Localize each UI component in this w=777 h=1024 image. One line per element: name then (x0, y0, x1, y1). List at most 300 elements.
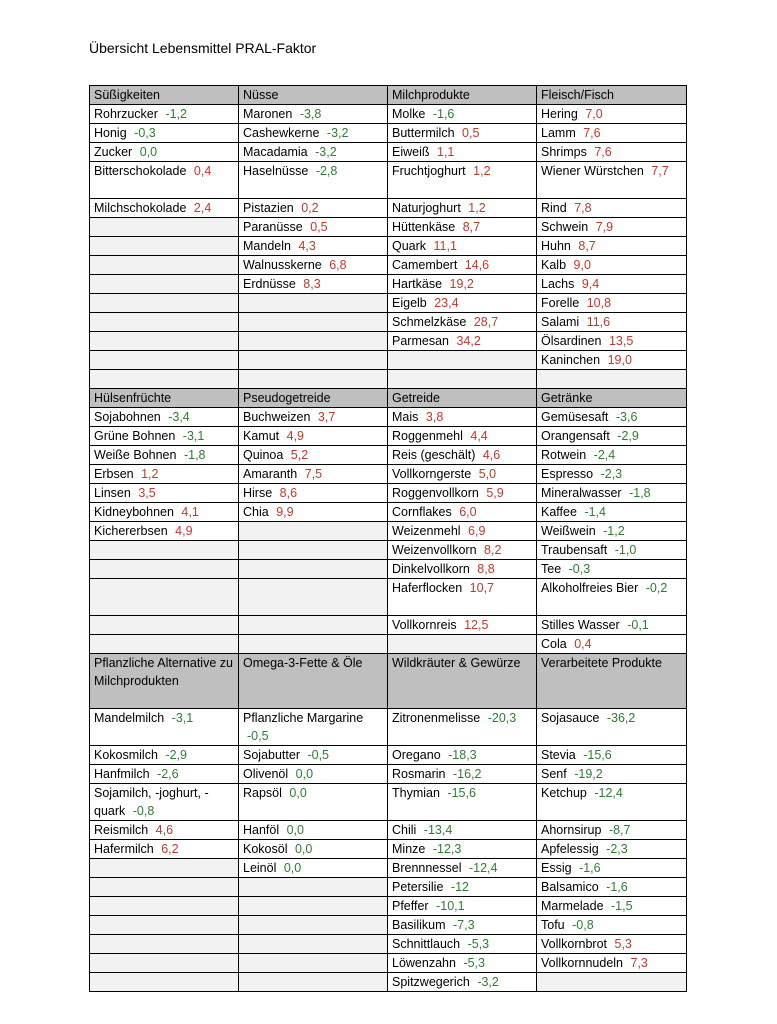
food-name: Wiener Würstchen (541, 164, 644, 178)
food-cell-erbsen (90, 465, 239, 484)
empty-cell (388, 370, 537, 389)
food-name: Mandelmilch (94, 711, 165, 725)
food-cell-mais (388, 408, 537, 427)
food-name: Weizenvollkorn (392, 543, 477, 557)
column-header-getranke: Getränke (537, 389, 687, 408)
pral-value: -18,3 (448, 748, 477, 762)
food-cell-minze (388, 840, 537, 859)
pral-value: -3,2 (477, 975, 499, 989)
pral-value: 5,3 (614, 937, 632, 951)
food-cell-dinkelvollkorn (388, 560, 537, 579)
pral-value: 1,2 (468, 201, 486, 215)
pral-value: -0,3 (568, 562, 591, 576)
empty-cell (239, 294, 388, 313)
column-header-milchprodukte: Milchprodukte (388, 86, 537, 105)
column-header-fleisch-fisch: Fleisch/Fisch (537, 86, 687, 105)
food-name: Lachs (541, 277, 575, 291)
food-name: Weiße Bohnen (94, 448, 177, 462)
food-cell-linsen (90, 484, 239, 503)
empty-cell (239, 313, 388, 332)
empty-cell (90, 313, 239, 332)
food-name: Lamm (541, 126, 576, 140)
food-name: Hanfmilch (94, 767, 150, 781)
pral-value: 7,3 (630, 956, 648, 970)
food-cell-walnusskerne (239, 256, 388, 275)
pral-value: 10,7 (469, 581, 495, 595)
food-name: Kamut (243, 429, 280, 443)
food-cell-kichererbsen (90, 522, 239, 541)
food-cell-ketchup (537, 784, 687, 821)
table-row (90, 294, 687, 313)
empty-cell (239, 522, 388, 541)
table-row (90, 503, 687, 522)
pral-value: -3,2 (315, 145, 337, 159)
food-name: Olivenöl (243, 767, 289, 781)
pral-value: 5,2 (290, 448, 309, 462)
food-cell-cola (537, 635, 687, 654)
food-name: Mais (392, 410, 419, 424)
food-cell-vollkornbrot (537, 935, 687, 954)
pral-value: 6,9 (468, 524, 486, 538)
food-cell-milchschokolade (90, 199, 239, 218)
food-name: Spitzwegerich (392, 975, 470, 989)
table-row (90, 484, 687, 503)
pral-value: 19,0 (607, 353, 632, 367)
table-row (90, 408, 687, 427)
pral-value: -12 (450, 880, 469, 894)
food-name: Brennnessel (392, 861, 462, 875)
food-cell-mandeln (239, 237, 388, 256)
pral-value: -16,2 (452, 767, 482, 781)
table-row (90, 351, 687, 370)
food-cell-chili (388, 821, 537, 840)
food-cell-rosmarin (388, 765, 537, 784)
food-cell-bitterschokolade (90, 162, 239, 199)
food-cell-basilikum (388, 916, 537, 935)
food-cell-pflanzliche-margarine (239, 709, 388, 746)
food-name: Leinöl (243, 861, 277, 875)
food-name: Haferflocken (392, 581, 463, 595)
food-cell-haferflocken (388, 579, 537, 616)
table-row (90, 784, 687, 821)
pral-value: -3,1 (182, 429, 205, 443)
food-name: Weißwein (541, 524, 596, 538)
food-name: Molke (392, 107, 426, 121)
food-name: Erbsen (94, 467, 134, 481)
food-name: Kokosmilch (94, 748, 158, 762)
food-cell-vollkornnudeln (537, 954, 687, 973)
food-cell-reismilch (90, 821, 239, 840)
food-name: Hanföl (243, 823, 280, 837)
empty-cell (90, 294, 239, 313)
food-cell-gemusesaft (537, 408, 687, 427)
empty-cell (90, 859, 239, 878)
pral-value: 0,0 (294, 842, 313, 856)
food-cell-rohrzucker (90, 105, 239, 124)
food-name: Mandeln (243, 239, 291, 253)
column-header-wildkrauter-gewurze: Wildkräuter & Gewürze (388, 654, 537, 709)
food-name: Stilles Wasser (541, 618, 620, 632)
table-row (90, 635, 687, 654)
food-name: Maronen (243, 107, 293, 121)
food-cell-forelle (537, 294, 687, 313)
pral-value: 0,4 (193, 164, 212, 178)
pral-value: 12,5 (464, 618, 489, 632)
pral-value: 8,6 (279, 486, 298, 500)
table-row (90, 746, 687, 765)
food-name: Kalb (541, 258, 567, 272)
food-cell-hartkase (388, 275, 537, 294)
food-name: Huhn (541, 239, 571, 253)
pral-value: 23,4 (434, 296, 459, 310)
empty-cell (239, 954, 388, 973)
empty-cell (90, 897, 239, 916)
food-cell-eigelb (388, 294, 537, 313)
table-row (90, 916, 687, 935)
food-cell-senf (537, 765, 687, 784)
empty-cell (90, 332, 239, 351)
pral-value: -1,6 (432, 107, 455, 121)
pral-value: 4,4 (470, 429, 488, 443)
food-cell-quark (388, 237, 537, 256)
pral-value: 7,8 (574, 201, 592, 215)
empty-cell (90, 275, 239, 294)
empty-cell (90, 541, 239, 560)
food-name: Petersilie (392, 880, 444, 894)
food-name: Ketchup (541, 786, 587, 800)
pral-value: 0,4 (574, 637, 592, 651)
pral-value: -1,6 (606, 880, 628, 894)
pral-value: 1,2 (141, 467, 159, 481)
food-name: Tee (541, 562, 562, 576)
pral-value: 0,5 (462, 126, 480, 140)
food-cell-grune-bohnen (90, 427, 239, 446)
food-cell-espresso (537, 465, 687, 484)
food-name: Zucker (94, 145, 133, 159)
food-cell-weizenmehl (388, 522, 537, 541)
food-cell-vollkorngerste (388, 465, 537, 484)
food-cell-haselnusse (239, 162, 388, 199)
pral-value: 7,6 (594, 145, 612, 159)
food-cell-brennnessel (388, 859, 537, 878)
food-cell-sojasauce (537, 709, 687, 746)
pral-value: 4,1 (181, 505, 199, 519)
empty-cell (90, 878, 239, 897)
food-cell-wiener-wurstchen (537, 162, 687, 199)
page-title: Übersicht Lebensmittel PRAL-Faktor (89, 40, 317, 56)
food-name: Camembert (392, 258, 458, 272)
food-cell-camembert (388, 256, 537, 275)
food-name: Quinoa (243, 448, 284, 462)
food-name: Sojabutter (243, 748, 300, 762)
pral-value: 5,0 (478, 467, 497, 481)
food-cell-roggenvollkorn (388, 484, 537, 503)
food-cell-erdnusse (239, 275, 388, 294)
food-cell-weisse-bohnen (90, 446, 239, 465)
food-cell-kokosmilch (90, 746, 239, 765)
pral-value: -3,1 (171, 711, 194, 725)
pral-value: 1,2 (473, 164, 491, 178)
pral-value: 6,8 (329, 258, 347, 272)
table-row (90, 765, 687, 784)
table-row (90, 218, 687, 237)
food-cell-shrimps (537, 143, 687, 162)
pral-value: -3,4 (168, 410, 190, 424)
food-cell-kamut (239, 427, 388, 446)
pral-value: -1,4 (584, 505, 606, 519)
food-name: Hering (541, 107, 578, 121)
table-row (90, 541, 687, 560)
food-name: Löwenzahn (392, 956, 456, 970)
food-cell-maronen (239, 105, 388, 124)
section-header-row (90, 389, 687, 408)
table-row (90, 162, 687, 199)
food-name: Milchschokolade (94, 201, 187, 215)
food-name: Hartkäse (392, 277, 443, 291)
table-row (90, 522, 687, 541)
food-cell-hirse (239, 484, 388, 503)
food-name: Dinkelvollkorn (392, 562, 470, 576)
pral-value: -1,6 (579, 861, 601, 875)
food-cell-macadamia (239, 143, 388, 162)
empty-cell (90, 256, 239, 275)
empty-cell (239, 916, 388, 935)
pral-value: -0,2 (645, 581, 668, 595)
food-name: Mineralwasser (541, 486, 622, 500)
pral-value: -2,8 (315, 164, 338, 178)
pral-value: 7,6 (583, 126, 601, 140)
food-name: Naturjoghurt (392, 201, 461, 215)
food-cell-oregano (388, 746, 537, 765)
table-row (90, 465, 687, 484)
pral-value: -10,1 (436, 899, 465, 913)
table-row (90, 256, 687, 275)
food-cell-fruchtjoghurt (388, 162, 537, 199)
food-name: Hafermilch (94, 842, 154, 856)
pral-value: -36,2 (606, 711, 636, 725)
food-cell-stilles-wasser (537, 616, 687, 635)
food-cell-sojabutter (239, 746, 388, 765)
food-name: Rapsöl (243, 786, 282, 800)
food-cell-kalb (537, 256, 687, 275)
food-name: Rosmarin (392, 767, 446, 781)
pral-value: 34,2 (456, 334, 481, 348)
empty-cell (239, 541, 388, 560)
pral-value: 9,0 (573, 258, 591, 272)
food-name: Gemüsesaft (541, 410, 609, 424)
food-cell-huttenkase (388, 218, 537, 237)
empty-cell (537, 370, 687, 389)
food-cell-stevia (537, 746, 687, 765)
empty-cell (90, 916, 239, 935)
food-cell-olivenol (239, 765, 388, 784)
food-name: Basilikum (392, 918, 446, 932)
table-row (90, 560, 687, 579)
table-row (90, 954, 687, 973)
pral-value: -1,8 (183, 448, 206, 462)
pral-value: 11,1 (433, 239, 457, 253)
empty-cell (239, 935, 388, 954)
pral-value: -19,2 (574, 767, 603, 781)
pral-value: -3,8 (299, 107, 322, 121)
food-name: Pistazien (243, 201, 294, 215)
food-cell-kaffee (537, 503, 687, 522)
pral-value: 3,8 (425, 410, 444, 424)
pral-value: -1,5 (611, 899, 633, 913)
food-cell-weizenvollkorn (388, 541, 537, 560)
food-name: Erdnüsse (243, 277, 296, 291)
pral-value: 14,6 (464, 258, 490, 272)
pral-value: -1,2 (165, 107, 187, 121)
food-cell-vollkornreis (388, 616, 537, 635)
pral-value: 19,2 (449, 277, 474, 291)
pral-value: -1,2 (603, 524, 625, 538)
food-cell-lowenzahn (388, 954, 537, 973)
food-cell-cornflakes (388, 503, 537, 522)
empty-cell (239, 897, 388, 916)
empty-cell (239, 635, 388, 654)
food-cell-lamm (537, 124, 687, 143)
food-cell-reis-geschalt (388, 446, 537, 465)
table-row (90, 313, 687, 332)
food-cell-leinol (239, 859, 388, 878)
food-name: Cornflakes (392, 505, 452, 519)
food-cell-rapsol (239, 784, 388, 821)
food-name: Hirse (243, 486, 273, 500)
empty-cell (239, 973, 388, 992)
food-cell-schnittlauch (388, 935, 537, 954)
food-name: Roggenvollkorn (392, 486, 479, 500)
food-name: Pfeffer (392, 899, 429, 913)
pral-value: -2,9 (617, 429, 639, 443)
empty-cell (239, 878, 388, 897)
pral-value: -5,3 (463, 956, 485, 970)
food-cell-apfelessig (537, 840, 687, 859)
column-header-verarbeitete-produkte: Verarbeitete Produkte (537, 654, 687, 709)
food-name: Roggenmehl (392, 429, 463, 443)
food-cell-chia (239, 503, 388, 522)
empty-cell (90, 351, 239, 370)
food-name: Espresso (541, 467, 594, 481)
food-name: Paranüsse (243, 220, 303, 234)
pral-value: 4,9 (286, 429, 305, 443)
table-row (90, 332, 687, 351)
pral-value: 8,7 (578, 239, 596, 253)
food-cell-parmesan (388, 332, 537, 351)
table-row (90, 237, 687, 256)
table-row (90, 709, 687, 746)
food-name: Walnusskerne (243, 258, 322, 272)
pral-value: -2,9 (165, 748, 187, 762)
food-cell-molke (388, 105, 537, 124)
food-cell-roggenmehl (388, 427, 537, 446)
empty-cell (537, 973, 687, 992)
pral-value: 9,4 (581, 277, 600, 291)
food-cell-sojabohnen (90, 408, 239, 427)
pral-value: -2,3 (600, 467, 623, 481)
empty-cell (239, 616, 388, 635)
food-name: Traubensaft (541, 543, 608, 557)
food-name: Orangensaft (541, 429, 610, 443)
pral-value: -1,8 (629, 486, 651, 500)
table-row (90, 579, 687, 616)
empty-cell (90, 935, 239, 954)
food-cell-ahornsirup (537, 821, 687, 840)
food-cell-pistazien (239, 199, 388, 218)
pral-value: -7,3 (452, 918, 475, 932)
empty-cell (90, 218, 239, 237)
empty-cell (388, 635, 537, 654)
food-name: Vollkornreis (392, 618, 457, 632)
food-cell-mineralwasser (537, 484, 687, 503)
food-name: Cola (541, 637, 567, 651)
food-cell-zitronenmelisse (388, 709, 537, 746)
food-cell-alkoholfreies-bier (537, 579, 687, 616)
food-cell-lachs (537, 275, 687, 294)
food-name: Vollkornnudeln (541, 956, 624, 970)
pral-value: -0,1 (627, 618, 649, 632)
food-cell-marmelade (537, 897, 687, 916)
table-row (90, 859, 687, 878)
food-cell-buttermilch (388, 124, 537, 143)
pral-value: -12,4 (594, 786, 623, 800)
food-cell-zucker (90, 143, 239, 162)
food-cell-huhn (537, 237, 687, 256)
column-header-omega-3-fette-ole: Omega-3-Fette & Öle (239, 654, 388, 709)
food-cell-buchweizen (239, 408, 388, 427)
pral-value: -12,4 (468, 861, 498, 875)
pral-value: -20,3 (487, 711, 517, 725)
food-name: Shrimps (541, 145, 587, 159)
pral-value: 0,2 (301, 201, 319, 215)
food-name: Hüttenkäse (392, 220, 456, 234)
food-cell-olsardinen (537, 332, 687, 351)
food-name: Sojamilch, -joghurt, -quark (94, 786, 209, 818)
empty-cell (90, 370, 239, 389)
pral-value: -13,4 (423, 823, 453, 837)
empty-cell (239, 351, 388, 370)
food-name: Eiweiß (392, 145, 430, 159)
empty-cell (90, 635, 239, 654)
food-name: Schwein (541, 220, 589, 234)
food-cell-petersilie (388, 878, 537, 897)
table-row (90, 427, 687, 446)
pral-value: -0,8 (132, 804, 155, 818)
table-row (90, 143, 687, 162)
pral-value: -2,6 (157, 767, 179, 781)
food-name: Salami (541, 315, 580, 329)
food-name: Fruchtjoghurt (392, 164, 466, 178)
pral-value: 8,7 (462, 220, 481, 234)
food-name: Ahornsirup (541, 823, 602, 837)
pral-value: 8,2 (484, 543, 502, 557)
table-row (90, 275, 687, 294)
food-name: Haselnüsse (243, 164, 309, 178)
food-cell-amaranth (239, 465, 388, 484)
pral-value: -8,7 (608, 823, 631, 837)
food-name: Minze (392, 842, 426, 856)
food-cell-hanfol (239, 821, 388, 840)
food-name: Weizenmehl (392, 524, 461, 538)
pral-value: -3,2 (326, 126, 349, 140)
table-row (90, 105, 687, 124)
pral-value: 4,6 (482, 448, 501, 462)
food-cell-schwein (537, 218, 687, 237)
column-header-sussigkeiten: Süßigkeiten (90, 86, 239, 105)
food-name: Kaffee (541, 505, 577, 519)
pral-value: -0,5 (307, 748, 330, 762)
food-cell-naturjoghurt (388, 199, 537, 218)
